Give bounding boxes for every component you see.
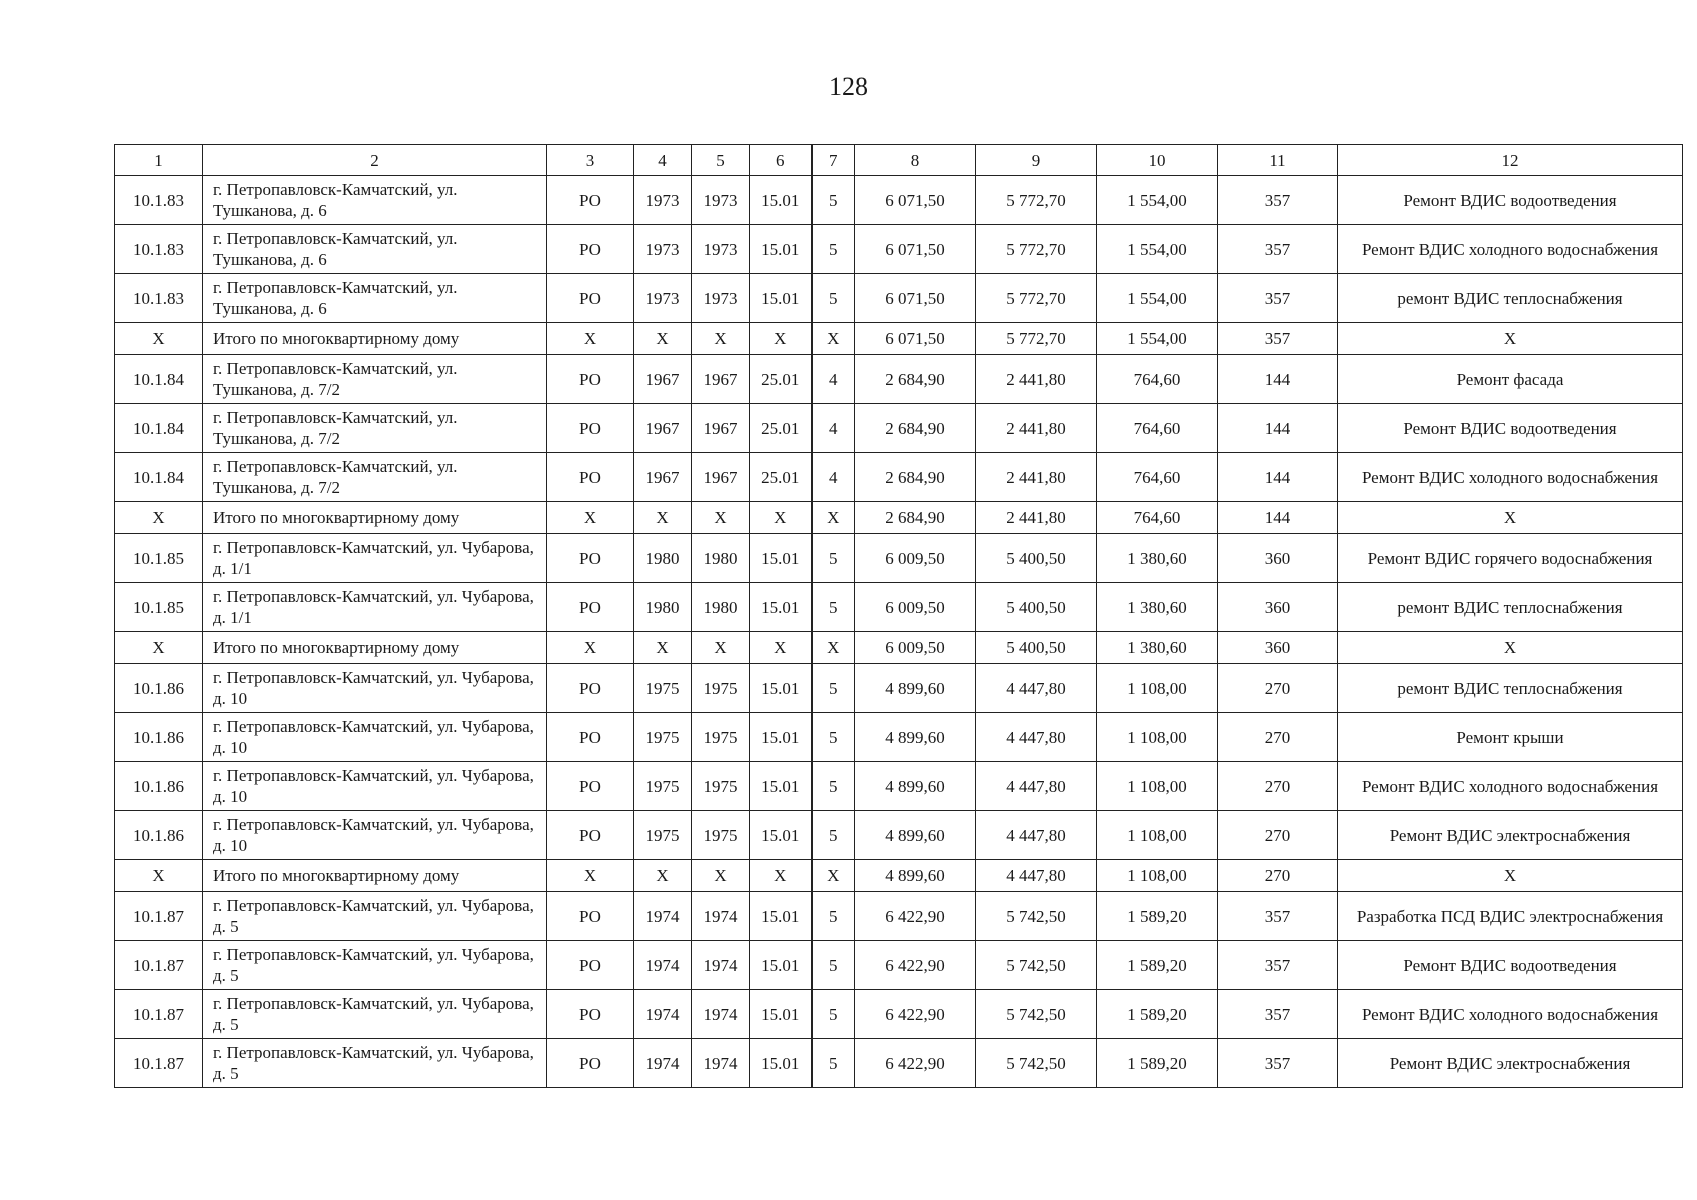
nonresidential-area-cell: 1 554,00 [1097, 274, 1218, 323]
year-commissioned-cell: 1975 [692, 713, 750, 762]
residents-cell: 144 [1218, 355, 1338, 404]
year-built-cell: X [634, 502, 692, 534]
wear-code-cell: 15.01 [750, 990, 812, 1039]
address-cell: г. Петропавловск-Камчатский, ул. Тушканова, д. 6 [203, 225, 547, 274]
total-area-cell: 4 899,60 [855, 664, 976, 713]
wear-code-cell: 15.01 [750, 176, 812, 225]
year-commissioned-cell: 1967 [692, 404, 750, 453]
nonresidential-area-cell: 1 108,00 [1097, 860, 1218, 892]
residents-cell: 357 [1218, 274, 1338, 323]
year-commissioned-cell: X [692, 632, 750, 664]
item-number-cell: 10.1.87 [115, 892, 203, 941]
work-type-cell: Ремонт ВДИС электроснабжения [1338, 1039, 1683, 1088]
year-commissioned-cell: X [692, 860, 750, 892]
wear-code-cell: X [750, 323, 812, 355]
residential-area-cell: 5 400,50 [976, 632, 1097, 664]
year-commissioned-cell: 1975 [692, 811, 750, 860]
object-owner-type-cell: РО [547, 404, 634, 453]
nonresidential-area-cell: 1 554,00 [1097, 176, 1218, 225]
repair-register-table [114, 144, 1683, 1088]
residents-cell: 357 [1218, 176, 1338, 225]
address-cell: г. Петропавловск-Камчатский, ул. Тушканова, д. 7/2 [203, 404, 547, 453]
year-commissioned-cell: 1975 [692, 762, 750, 811]
column-number: 9 [976, 145, 1097, 176]
residential-area-cell: 4 447,80 [976, 713, 1097, 762]
year-commissioned-cell: 1975 [692, 664, 750, 713]
object-owner-type-cell: РО [547, 355, 634, 404]
floors-cell: 5 [812, 583, 855, 632]
item-number-cell: 10.1.85 [115, 583, 203, 632]
residential-area-cell: 4 447,80 [976, 811, 1097, 860]
address-cell: г. Петропавловск-Камчатский, ул. Чубарова, д. 10 [203, 713, 547, 762]
residents-cell: 144 [1218, 502, 1338, 534]
year-commissioned-cell: 1973 [692, 274, 750, 323]
nonresidential-area-cell: 764,60 [1097, 355, 1218, 404]
wear-code-cell: X [750, 502, 812, 534]
floors-cell: 5 [812, 990, 855, 1039]
item-number-cell: 10.1.83 [115, 274, 203, 323]
year-commissioned-cell: X [692, 502, 750, 534]
column-number: 5 [692, 145, 750, 176]
table-row [115, 811, 1683, 860]
floors-cell: 5 [812, 1039, 855, 1088]
item-number-cell: 10.1.86 [115, 713, 203, 762]
nonresidential-area-cell: 1 380,60 [1097, 583, 1218, 632]
year-built-cell: 1974 [634, 941, 692, 990]
work-type-cell: X [1338, 860, 1683, 892]
table-row [115, 990, 1683, 1039]
wear-code-cell: 15.01 [750, 811, 812, 860]
residents-cell: 357 [1218, 225, 1338, 274]
item-number-cell: X [115, 632, 203, 664]
floors-cell: 5 [812, 274, 855, 323]
total-area-cell: 4 899,60 [855, 811, 976, 860]
floors-cell: X [812, 323, 855, 355]
work-type-cell: ремонт ВДИС теплоснабжения [1338, 274, 1683, 323]
table-row [115, 534, 1683, 583]
work-type-cell: Разработка ПСД ВДИС электроснабжения [1338, 892, 1683, 941]
residents-cell: 357 [1218, 941, 1338, 990]
table-row [115, 355, 1683, 404]
total-area-cell: 4 899,60 [855, 860, 976, 892]
wear-code-cell: 15.01 [750, 664, 812, 713]
total-area-cell: 6 071,50 [855, 274, 976, 323]
column-number: 8 [855, 145, 976, 176]
object-owner-type-cell: РО [547, 990, 634, 1039]
floors-cell: 5 [812, 225, 855, 274]
table-row [115, 225, 1683, 274]
wear-code-cell: 15.01 [750, 713, 812, 762]
column-number: 6 [750, 145, 812, 176]
work-type-cell: Ремонт ВДИС холодного водоснабжения [1338, 762, 1683, 811]
item-number-cell: X [115, 323, 203, 355]
column-number: 4 [634, 145, 692, 176]
object-owner-type-cell: РО [547, 713, 634, 762]
total-area-cell: 6 009,50 [855, 534, 976, 583]
address-cell: г. Петропавловск-Камчатский, ул. Чубарова, д. 1/1 [203, 534, 547, 583]
year-built-cell: 1980 [634, 534, 692, 583]
year-commissioned-cell: 1974 [692, 1039, 750, 1088]
object-owner-type-cell: X [547, 323, 634, 355]
object-owner-type-cell: РО [547, 534, 634, 583]
total-row [115, 860, 1683, 892]
work-type-cell: Ремонт ВДИС холодного водоснабжения [1338, 453, 1683, 502]
residential-area-cell: 4 447,80 [976, 762, 1097, 811]
residential-area-cell: 5 772,70 [976, 274, 1097, 323]
residents-cell: 357 [1218, 323, 1338, 355]
year-built-cell: 1967 [634, 355, 692, 404]
object-owner-type-cell: РО [547, 811, 634, 860]
table-row [115, 1039, 1683, 1088]
year-built-cell: 1967 [634, 404, 692, 453]
wear-code-cell: 15.01 [750, 941, 812, 990]
year-built-cell: 1980 [634, 583, 692, 632]
work-type-cell: Ремонт ВДИС водоотведения [1338, 941, 1683, 990]
wear-code-cell: 25.01 [750, 404, 812, 453]
table-row [115, 583, 1683, 632]
year-built-cell: 1973 [634, 225, 692, 274]
floors-cell: 4 [812, 355, 855, 404]
item-number-cell: 10.1.87 [115, 990, 203, 1039]
column-number: 1 [115, 145, 203, 176]
residents-cell: 270 [1218, 664, 1338, 713]
year-commissioned-cell: 1980 [692, 534, 750, 583]
item-number-cell: 10.1.84 [115, 355, 203, 404]
nonresidential-area-cell: 1 589,20 [1097, 990, 1218, 1039]
residents-cell: 144 [1218, 453, 1338, 502]
residential-area-cell: 5 742,50 [976, 990, 1097, 1039]
address-cell: г. Петропавловск-Камчатский, ул. Чубарова, д. 10 [203, 664, 547, 713]
work-type-cell: Ремонт крыши [1338, 713, 1683, 762]
total-area-cell: 6 071,50 [855, 323, 976, 355]
work-type-cell: Ремонт ВДИС водоотведения [1338, 176, 1683, 225]
residential-area-cell: 2 441,80 [976, 502, 1097, 534]
floors-cell: X [812, 860, 855, 892]
floors-cell: 5 [812, 762, 855, 811]
table-row [115, 176, 1683, 225]
total-row [115, 502, 1683, 534]
year-built-cell: 1973 [634, 274, 692, 323]
nonresidential-area-cell: 1 554,00 [1097, 225, 1218, 274]
total-area-cell: 2 684,90 [855, 355, 976, 404]
total-area-cell: 6 071,50 [855, 176, 976, 225]
residents-cell: 270 [1218, 860, 1338, 892]
total-area-cell: 2 684,90 [855, 453, 976, 502]
residential-area-cell: 5 742,50 [976, 1039, 1097, 1088]
year-commissioned-cell: 1967 [692, 453, 750, 502]
work-type-cell: Ремонт ВДИС холодного водоснабжения [1338, 225, 1683, 274]
object-owner-type-cell: X [547, 502, 634, 534]
item-number-cell: 10.1.86 [115, 762, 203, 811]
item-number-cell: 10.1.85 [115, 534, 203, 583]
nonresidential-area-cell: 1 380,60 [1097, 632, 1218, 664]
work-type-cell: ремонт ВДИС теплоснабжения [1338, 664, 1683, 713]
residential-area-cell: 5 772,70 [976, 225, 1097, 274]
address-cell: г. Петропавловск-Камчатский, ул. Тушканова, д. 7/2 [203, 355, 547, 404]
nonresidential-area-cell: 1 554,00 [1097, 323, 1218, 355]
year-built-cell: 1974 [634, 1039, 692, 1088]
nonresidential-area-cell: 1 589,20 [1097, 892, 1218, 941]
page-number: 128 [829, 72, 868, 101]
item-number-cell: X [115, 860, 203, 892]
total-area-cell: 4 899,60 [855, 762, 976, 811]
residential-area-cell: 5 400,50 [976, 583, 1097, 632]
floors-cell: 4 [812, 404, 855, 453]
year-built-cell: 1975 [634, 664, 692, 713]
year-commissioned-cell: 1980 [692, 583, 750, 632]
residential-area-cell: 5 742,50 [976, 892, 1097, 941]
address-cell: г. Петропавловск-Камчатский, ул. Чубарова, д. 10 [203, 811, 547, 860]
wear-code-cell: 15.01 [750, 583, 812, 632]
wear-code-cell: 15.01 [750, 225, 812, 274]
column-number: 11 [1218, 145, 1338, 176]
item-number-cell: 10.1.87 [115, 1039, 203, 1088]
floors-cell: 5 [812, 664, 855, 713]
column-number: 3 [547, 145, 634, 176]
address-cell: г. Петропавловск-Камчатский, ул. Чубарова, д. 5 [203, 892, 547, 941]
object-owner-type-cell: X [547, 860, 634, 892]
residential-area-cell: 5 772,70 [976, 323, 1097, 355]
wear-code-cell: X [750, 632, 812, 664]
total-label-cell: Итого по многоквартирному дому [203, 323, 547, 355]
address-cell: г. Петропавловск-Камчатский, ул. Чубарова, д. 1/1 [203, 583, 547, 632]
item-number-cell: 10.1.84 [115, 453, 203, 502]
year-built-cell: 1974 [634, 892, 692, 941]
work-type-cell: Ремонт ВДИС холодного водоснабжения [1338, 990, 1683, 1039]
floors-cell: X [812, 502, 855, 534]
year-commissioned-cell: 1974 [692, 990, 750, 1039]
total-area-cell: 2 684,90 [855, 502, 976, 534]
residents-cell: 360 [1218, 534, 1338, 583]
work-type-cell: Ремонт ВДИС электроснабжения [1338, 811, 1683, 860]
object-owner-type-cell: РО [547, 225, 634, 274]
nonresidential-area-cell: 1 108,00 [1097, 713, 1218, 762]
total-area-cell: 4 899,60 [855, 713, 976, 762]
floors-cell: 5 [812, 534, 855, 583]
residential-area-cell: 5 742,50 [976, 941, 1097, 990]
column-number-row [115, 145, 1683, 176]
year-commissioned-cell: 1974 [692, 941, 750, 990]
total-area-cell: 6 422,90 [855, 892, 976, 941]
year-built-cell: 1967 [634, 453, 692, 502]
object-owner-type-cell: РО [547, 583, 634, 632]
table-row [115, 664, 1683, 713]
wear-code-cell: 15.01 [750, 762, 812, 811]
address-cell: г. Петропавловск-Камчатский, ул. Тушканова, д. 6 [203, 274, 547, 323]
residents-cell: 357 [1218, 1039, 1338, 1088]
total-area-cell: 6 009,50 [855, 583, 976, 632]
object-owner-type-cell: РО [547, 941, 634, 990]
total-area-cell: 2 684,90 [855, 404, 976, 453]
object-owner-type-cell: РО [547, 664, 634, 713]
year-built-cell: 1973 [634, 176, 692, 225]
address-cell: г. Петропавловск-Камчатский, ул. Тушканова, д. 6 [203, 176, 547, 225]
table-row [115, 892, 1683, 941]
residential-area-cell: 5 400,50 [976, 534, 1097, 583]
residents-cell: 270 [1218, 713, 1338, 762]
item-number-cell: X [115, 502, 203, 534]
residents-cell: 357 [1218, 990, 1338, 1039]
floors-cell: 5 [812, 892, 855, 941]
work-type-cell: Ремонт ВДИС водоотведения [1338, 404, 1683, 453]
column-number: 12 [1338, 145, 1683, 176]
residential-area-cell: 5 772,70 [976, 176, 1097, 225]
residents-cell: 360 [1218, 632, 1338, 664]
address-cell: г. Петропавловск-Камчатский, ул. Тушканова, д. 7/2 [203, 453, 547, 502]
object-owner-type-cell: РО [547, 274, 634, 323]
item-number-cell: 10.1.86 [115, 664, 203, 713]
residents-cell: 270 [1218, 762, 1338, 811]
year-built-cell: X [634, 860, 692, 892]
item-number-cell: 10.1.83 [115, 176, 203, 225]
total-label-cell: Итого по многоквартирному дому [203, 502, 547, 534]
total-area-cell: 6 009,50 [855, 632, 976, 664]
work-type-cell: ремонт ВДИС теплоснабжения [1338, 583, 1683, 632]
total-label-cell: Итого по многоквартирному дому [203, 860, 547, 892]
column-number: 10 [1097, 145, 1218, 176]
table-row [115, 274, 1683, 323]
item-number-cell: 10.1.83 [115, 225, 203, 274]
year-built-cell: X [634, 323, 692, 355]
total-area-cell: 6 071,50 [855, 225, 976, 274]
residents-cell: 357 [1218, 892, 1338, 941]
wear-code-cell: 15.01 [750, 274, 812, 323]
table-row [115, 941, 1683, 990]
residential-area-cell: 2 441,80 [976, 355, 1097, 404]
residents-cell: 144 [1218, 404, 1338, 453]
year-commissioned-cell: X [692, 323, 750, 355]
item-number-cell: 10.1.84 [115, 404, 203, 453]
year-commissioned-cell: 1973 [692, 176, 750, 225]
work-type-cell: X [1338, 502, 1683, 534]
table-row [115, 713, 1683, 762]
address-cell: г. Петропавловск-Камчатский, ул. Чубарова, д. 5 [203, 990, 547, 1039]
table-row [115, 762, 1683, 811]
year-commissioned-cell: 1974 [692, 892, 750, 941]
object-owner-type-cell: РО [547, 1039, 634, 1088]
residential-area-cell: 2 441,80 [976, 453, 1097, 502]
item-number-cell: 10.1.86 [115, 811, 203, 860]
nonresidential-area-cell: 764,60 [1097, 404, 1218, 453]
year-commissioned-cell: 1967 [692, 355, 750, 404]
address-cell: г. Петропавловск-Камчатский, ул. Чубарова, д. 5 [203, 941, 547, 990]
nonresidential-area-cell: 1 108,00 [1097, 762, 1218, 811]
residential-area-cell: 4 447,80 [976, 860, 1097, 892]
total-row [115, 632, 1683, 664]
table-row [115, 453, 1683, 502]
year-built-cell: 1974 [634, 990, 692, 1039]
total-row [115, 323, 1683, 355]
total-area-cell: 6 422,90 [855, 1039, 976, 1088]
wear-code-cell: 15.01 [750, 892, 812, 941]
floors-cell: 5 [812, 941, 855, 990]
table-body [115, 145, 1683, 1088]
nonresidential-area-cell: 764,60 [1097, 502, 1218, 534]
floors-cell: 5 [812, 176, 855, 225]
column-number: 7 [812, 145, 855, 176]
floors-cell: 5 [812, 713, 855, 762]
year-commissioned-cell: 1973 [692, 225, 750, 274]
nonresidential-area-cell: 764,60 [1097, 453, 1218, 502]
nonresidential-area-cell: 1 108,00 [1097, 664, 1218, 713]
address-cell: г. Петропавловск-Камчатский, ул. Чубарова, д. 5 [203, 1039, 547, 1088]
nonresidential-area-cell: 1 108,00 [1097, 811, 1218, 860]
total-area-cell: 6 422,90 [855, 990, 976, 1039]
floors-cell: X [812, 632, 855, 664]
wear-code-cell: 15.01 [750, 1039, 812, 1088]
work-type-cell: X [1338, 323, 1683, 355]
work-type-cell: Ремонт ВДИС горячего водоснабжения [1338, 534, 1683, 583]
object-owner-type-cell: РО [547, 176, 634, 225]
item-number-cell: 10.1.87 [115, 941, 203, 990]
nonresidential-area-cell: 1 589,20 [1097, 1039, 1218, 1088]
floors-cell: 5 [812, 811, 855, 860]
residents-cell: 270 [1218, 811, 1338, 860]
nonresidential-area-cell: 1 589,20 [1097, 941, 1218, 990]
year-built-cell: 1975 [634, 713, 692, 762]
residents-cell: 360 [1218, 583, 1338, 632]
work-type-cell: X [1338, 632, 1683, 664]
object-owner-type-cell: РО [547, 892, 634, 941]
wear-code-cell: 25.01 [750, 355, 812, 404]
wear-code-cell: X [750, 860, 812, 892]
address-cell: г. Петропавловск-Камчатский, ул. Чубарова, д. 10 [203, 762, 547, 811]
wear-code-cell: 25.01 [750, 453, 812, 502]
total-label-cell: Итого по многоквартирному дому [203, 632, 547, 664]
object-owner-type-cell: X [547, 632, 634, 664]
floors-cell: 4 [812, 453, 855, 502]
year-built-cell: 1975 [634, 811, 692, 860]
column-number: 2 [203, 145, 547, 176]
object-owner-type-cell: РО [547, 453, 634, 502]
object-owner-type-cell: РО [547, 762, 634, 811]
residential-area-cell: 2 441,80 [976, 404, 1097, 453]
residential-area-cell: 4 447,80 [976, 664, 1097, 713]
year-built-cell: 1975 [634, 762, 692, 811]
wear-code-cell: 15.01 [750, 534, 812, 583]
nonresidential-area-cell: 1 380,60 [1097, 534, 1218, 583]
total-area-cell: 6 422,90 [855, 941, 976, 990]
work-type-cell: Ремонт фасада [1338, 355, 1683, 404]
year-built-cell: X [634, 632, 692, 664]
table-row [115, 404, 1683, 453]
